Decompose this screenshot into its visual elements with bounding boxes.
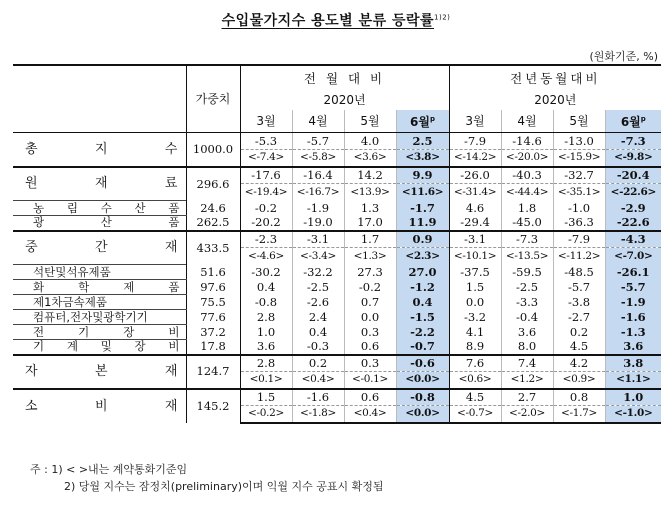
- cell-mom-2: 2.4: [292, 310, 344, 325]
- cell-yoy-3: 4.5: [553, 340, 605, 355]
- title-footnote-marks: 1)2): [434, 13, 451, 22]
- row-weight: 124.7: [186, 355, 240, 389]
- cell-yoy-contract-1: <-14.2>: [449, 150, 501, 167]
- import-price-table: [13, 64, 661, 424]
- cell-mom-3: 4.0: [344, 133, 396, 150]
- title-text: 수입물가지수 용도별 분류 등락률: [221, 13, 435, 29]
- cell-mom-1: -2.3: [240, 231, 292, 248]
- cell-yoy-4: -1.3: [605, 325, 661, 340]
- cell-yoy-2: -59.5: [501, 265, 553, 280]
- cell-yoy-2: -40.3: [501, 167, 553, 184]
- cell-mom-contract-4: <3.8>: [396, 150, 449, 167]
- header-month-yoy-1: 3월: [449, 110, 501, 133]
- cell-yoy-contract-4: <1.1>: [605, 372, 661, 389]
- cell-mom-contract-3: <0.4>: [344, 406, 396, 423]
- cell-mom-3: 14.2: [344, 167, 396, 184]
- header-yoy-year: 2020년: [449, 90, 661, 110]
- row-weight: 51.6: [186, 265, 240, 280]
- row-weight: 296.6: [186, 167, 240, 201]
- cell-yoy-4: -7.3: [605, 133, 661, 150]
- cell-yoy-1: -37.5: [449, 265, 501, 280]
- header-month-mom-3: 5월: [344, 110, 396, 133]
- table-row: [13, 310, 661, 325]
- cell-mom-contract-2: <-5.8>: [292, 150, 344, 167]
- cell-mom-1: 2.8: [240, 310, 292, 325]
- cell-yoy-4: -22.6: [605, 216, 661, 231]
- row-label: 농 림 수 산 품: [13, 201, 186, 216]
- cell-yoy-4: 3.6: [605, 340, 661, 355]
- header-mom-year: 2020년: [240, 90, 449, 110]
- cell-yoy-4: -1.9: [605, 295, 661, 310]
- cell-mom-4: 0.9: [396, 231, 449, 248]
- cell-mom-2: -1.6: [292, 389, 344, 406]
- cell-yoy-1: -29.4: [449, 216, 501, 231]
- cell-mom-contract-1: <0.1>: [240, 372, 292, 389]
- row-label: 광 산 품: [13, 216, 186, 231]
- page-title: [0, 10, 672, 30]
- cell-mom-2: -2.5: [292, 280, 344, 295]
- cell-yoy-4: -1.6: [605, 310, 661, 325]
- cell-yoy-1: 1.5: [449, 280, 501, 295]
- header-month-yoy-2: 4월: [501, 110, 553, 133]
- header-month-mom-4: 6월$^p$: [396, 110, 449, 133]
- cell-mom-contract-3: <3.6>: [344, 150, 396, 167]
- row-weight: 37.2: [186, 325, 240, 340]
- cell-yoy-2: 1.8: [501, 201, 553, 216]
- cell-yoy-4: -2.9: [605, 201, 661, 216]
- row-label: 기 계 및 장 비: [13, 340, 186, 355]
- row-label: 자 본 재: [13, 355, 186, 389]
- cell-mom-1: -5.3: [240, 133, 292, 150]
- cell-yoy-contract-1: <-0.7>: [449, 406, 501, 423]
- cell-yoy-contract-2: <-20.0>: [501, 150, 553, 167]
- cell-yoy-3: -2.7: [553, 310, 605, 325]
- cell-mom-2: 0.4: [292, 325, 344, 340]
- row-label: 원 재 료: [13, 167, 186, 201]
- cell-mom-3: 0.6: [344, 389, 396, 406]
- cell-mom-4: -0.8: [396, 389, 449, 406]
- cell-yoy-contract-4: <-22.6>: [605, 184, 661, 201]
- cell-yoy-1: -3.1: [449, 231, 501, 248]
- cell-mom-contract-4: <2.3>: [396, 248, 449, 265]
- cell-yoy-3: -7.9: [553, 231, 605, 248]
- header-yoy: 전년동월대비: [449, 65, 661, 90]
- cell-mom-2: -2.6: [292, 295, 344, 310]
- table-row: [13, 265, 661, 280]
- cell-yoy-1: -26.0: [449, 167, 501, 184]
- cell-yoy-4: -4.3: [605, 231, 661, 248]
- cell-mom-4: -1.2: [396, 280, 449, 295]
- cell-yoy-contract-2: <-2.0>: [501, 406, 553, 423]
- cell-yoy-2: -7.3: [501, 231, 553, 248]
- table-row: [13, 216, 661, 231]
- cell-mom-4: 9.9: [396, 167, 449, 184]
- cell-yoy-4: -5.7: [605, 280, 661, 295]
- cell-yoy-1: 8.9: [449, 340, 501, 355]
- row-weight: 97.6: [186, 280, 240, 295]
- cell-mom-4: 27.0: [396, 265, 449, 280]
- cell-mom-1: -30.2: [240, 265, 292, 280]
- cell-mom-4: -0.7: [396, 340, 449, 355]
- cell-yoy-3: -1.0: [553, 201, 605, 216]
- cell-mom-3: 0.0: [344, 310, 396, 325]
- table-row-major: [13, 133, 661, 150]
- cell-yoy-1: -3.2: [449, 310, 501, 325]
- cell-mom-3: 0.3: [344, 355, 396, 372]
- cell-mom-1: 0.4: [240, 280, 292, 295]
- cell-mom-contract-2: <-1.8>: [292, 406, 344, 423]
- cell-yoy-2: 3.6: [501, 325, 553, 340]
- header-month-yoy-3: 5월: [553, 110, 605, 133]
- cell-yoy-3: -32.7: [553, 167, 605, 184]
- unit-note: (원화기준, %): [589, 50, 658, 63]
- cell-mom-1: -0.2: [240, 201, 292, 216]
- row-label: 전 기 장 비: [13, 325, 186, 340]
- cell-mom-4: 11.9: [396, 216, 449, 231]
- table-row-major: [13, 167, 661, 184]
- header-mom: 전 월 대 비: [240, 65, 449, 90]
- cell-mom-contract-1: <-4.6>: [240, 248, 292, 265]
- cell-yoy-1: 4.6: [449, 201, 501, 216]
- table-row-major: [13, 355, 661, 372]
- cell-yoy-4: 1.0: [605, 389, 661, 406]
- header-month-yoy-4: 6월$^p$: [605, 110, 661, 133]
- cell-mom-1: -0.8: [240, 295, 292, 310]
- cell-yoy-contract-4: <-7.0>: [605, 248, 661, 265]
- cell-mom-4: -1.5: [396, 310, 449, 325]
- cell-mom-3: 0.3: [344, 325, 396, 340]
- cell-mom-contract-1: <-7.4>: [240, 150, 292, 167]
- cell-mom-3: 17.0: [344, 216, 396, 231]
- cell-mom-contract-4: <0.0>: [396, 406, 449, 423]
- cell-mom-1: 3.6: [240, 340, 292, 355]
- cell-mom-contract-1: <-19.4>: [240, 184, 292, 201]
- cell-mom-3: 0.7: [344, 295, 396, 310]
- cell-mom-contract-3: <1.3>: [344, 248, 396, 265]
- row-label: 제1차금속제품: [13, 295, 186, 310]
- cell-yoy-3: 0.8: [553, 389, 605, 406]
- cell-mom-3: 1.3: [344, 201, 396, 216]
- prelim-mark: p: [640, 115, 646, 123]
- cell-yoy-3: 4.2: [553, 355, 605, 372]
- cell-yoy-contract-4: <-9.8>: [605, 150, 661, 167]
- row-label: 화 학 제 품: [13, 280, 186, 295]
- header-month-mom-1: 3월: [240, 110, 292, 133]
- cell-yoy-4: 3.8: [605, 355, 661, 372]
- cell-mom-2: 0.2: [292, 355, 344, 372]
- row-label: 석탄및석유제품: [13, 265, 186, 280]
- cell-yoy-2: -45.0: [501, 216, 553, 231]
- cell-yoy-contract-3: <-35.1>: [553, 184, 605, 201]
- cell-yoy-contract-2: <-13.5>: [501, 248, 553, 265]
- cell-mom-contract-3: <13.9>: [344, 184, 396, 201]
- row-label: 총 지 수: [25, 141, 178, 157]
- cell-yoy-4: -20.4: [605, 167, 661, 184]
- cell-mom-contract-2: <-3.4>: [292, 248, 344, 265]
- cell-yoy-3: -48.5: [553, 265, 605, 280]
- table-row-major: [13, 231, 661, 248]
- cell-mom-contract-4: <11.6>: [396, 184, 449, 201]
- cell-mom-2: -5.7: [292, 133, 344, 150]
- cell-yoy-contract-1: <-10.1>: [449, 248, 501, 265]
- cell-yoy-3: -5.7: [553, 280, 605, 295]
- cell-mom-1: 1.0: [240, 325, 292, 340]
- prelim-mark: p: [429, 115, 435, 123]
- cell-yoy-1: 4.1: [449, 325, 501, 340]
- cell-yoy-2: -14.6: [501, 133, 553, 150]
- cell-yoy-4: -26.1: [605, 265, 661, 280]
- cell-mom-2: -0.3: [292, 340, 344, 355]
- cell-yoy-contract-3: <-15.9>: [553, 150, 605, 167]
- cell-mom-3: 27.3: [344, 265, 396, 280]
- cell-yoy-contract-4: <-1.0>: [605, 406, 661, 423]
- cell-mom-4: -1.7: [396, 201, 449, 216]
- footnote-2: 2) 당월 지수는 잠정치(preliminary)이며 익월 지수 공표시 확정됨: [64, 480, 384, 493]
- cell-mom-1: 2.8: [240, 355, 292, 372]
- cell-mom-2: -32.2: [292, 265, 344, 280]
- cell-yoy-2: -2.5: [501, 280, 553, 295]
- footnote-1: 주 : 1) < >내는 계약통화기준임: [30, 463, 188, 476]
- cell-yoy-2: -3.3: [501, 295, 553, 310]
- table-row: [13, 280, 661, 295]
- cell-mom-contract-4: <0.0>: [396, 372, 449, 389]
- row-label: 중 간 재: [13, 231, 186, 265]
- cell-mom-2: -19.0: [292, 216, 344, 231]
- cell-yoy-3: 0.2: [553, 325, 605, 340]
- cell-mom-1: -17.6: [240, 167, 292, 184]
- cell-yoy-contract-3: <0.9>: [553, 372, 605, 389]
- cell-mom-4: -2.2: [396, 325, 449, 340]
- footnotes: [30, 461, 384, 495]
- cell-mom-2: -1.9: [292, 201, 344, 216]
- cell-mom-contract-1: <-0.2>: [240, 406, 292, 423]
- cell-yoy-contract-3: <-1.7>: [553, 406, 605, 423]
- header-weight: 가중치: [186, 65, 240, 133]
- cell-yoy-contract-2: <-44.4>: [501, 184, 553, 201]
- cell-yoy-2: 2.7: [501, 389, 553, 406]
- cell-mom-3: 1.7: [344, 231, 396, 248]
- cell-yoy-2: -0.4: [501, 310, 553, 325]
- cell-yoy-contract-1: <-31.4>: [449, 184, 501, 201]
- cell-yoy-1: 0.0: [449, 295, 501, 310]
- table-row-major: [13, 389, 661, 406]
- cell-yoy-3: -36.3: [553, 216, 605, 231]
- row-weight: 75.5: [186, 295, 240, 310]
- cell-mom-4: 2.5: [396, 133, 449, 150]
- row-weight: 145.2: [186, 389, 240, 423]
- cell-mom-contract-2: <0.4>: [292, 372, 344, 389]
- cell-yoy-1: 7.6: [449, 355, 501, 372]
- row-weight: 1000.0: [186, 133, 240, 167]
- cell-yoy-1: 4.5: [449, 389, 501, 406]
- table-row: [13, 201, 661, 216]
- row-label: 소 비 재: [13, 389, 186, 423]
- cell-mom-2: -16.4: [292, 167, 344, 184]
- cell-mom-1: 1.5: [240, 389, 292, 406]
- table-row: [13, 340, 661, 355]
- cell-mom-3: -0.2: [344, 280, 396, 295]
- cell-yoy-1: -7.9: [449, 133, 501, 150]
- row-weight: 17.8: [186, 340, 240, 355]
- cell-mom-contract-2: <-16.7>: [292, 184, 344, 201]
- row-weight: 77.6: [186, 310, 240, 325]
- cell-yoy-2: 7.4: [501, 355, 553, 372]
- cell-yoy-2: 8.0: [501, 340, 553, 355]
- row-weight: 262.5: [186, 216, 240, 231]
- cell-mom-2: -3.1: [292, 231, 344, 248]
- row-label: 컴퓨터,전자및광학기기: [13, 310, 186, 325]
- cell-yoy-contract-1: <0.6>: [449, 372, 501, 389]
- row-weight: 24.6: [186, 201, 240, 216]
- cell-yoy-contract-2: <1.2>: [501, 372, 553, 389]
- header-month-mom-2: 4월: [292, 110, 344, 133]
- cell-mom-4: 0.4: [396, 295, 449, 310]
- cell-yoy-3: -13.0: [553, 133, 605, 150]
- cell-mom-3: 0.6: [344, 340, 396, 355]
- cell-mom-1: -20.2: [240, 216, 292, 231]
- header-label-corner: [13, 65, 186, 133]
- row-weight: 433.5: [186, 231, 240, 265]
- cell-yoy-contract-3: <-11.2>: [553, 248, 605, 265]
- cell-yoy-3: -3.8: [553, 295, 605, 310]
- cell-mom-4: -0.6: [396, 355, 449, 372]
- table-row: [13, 295, 661, 310]
- cell-mom-contract-3: <-0.1>: [344, 372, 396, 389]
- table-row: [13, 325, 661, 340]
